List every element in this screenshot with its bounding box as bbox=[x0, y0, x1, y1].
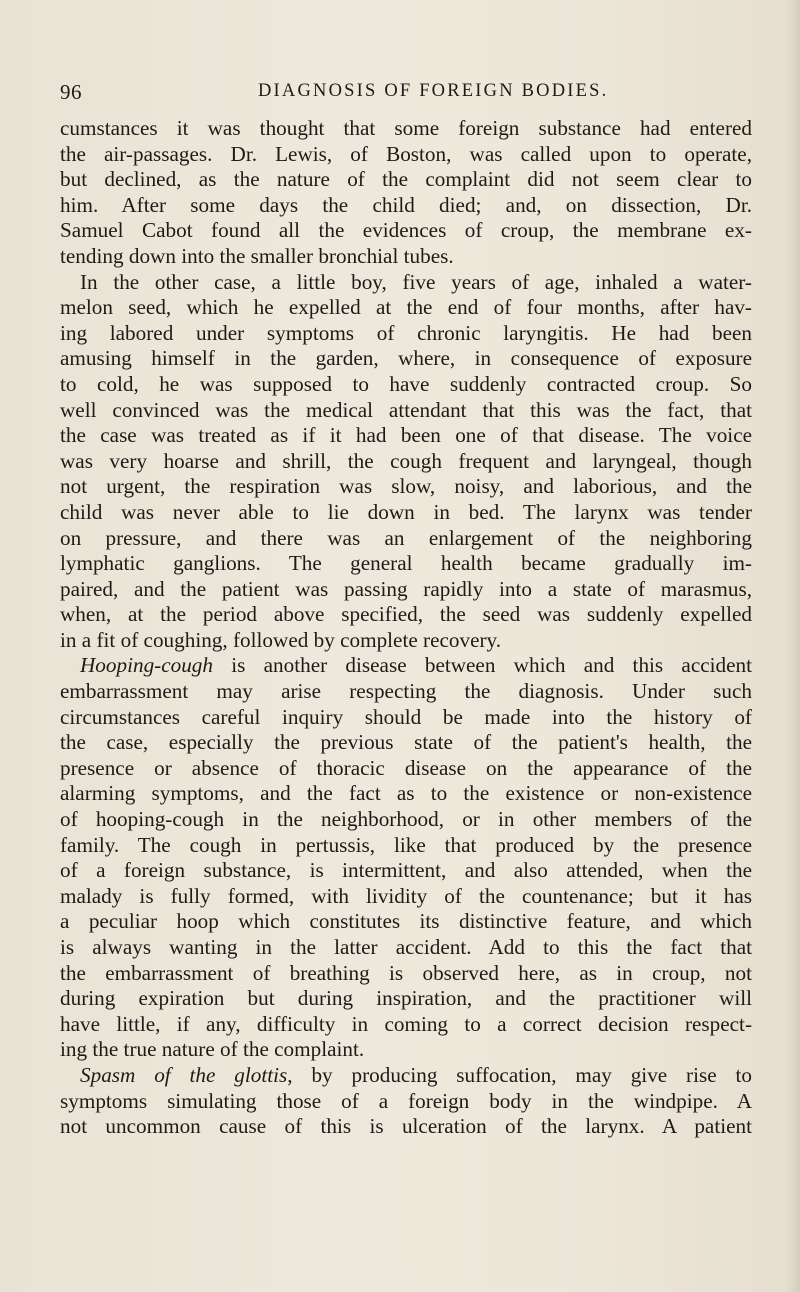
running-head: DIAGNOSIS OF FOREIGN BODIES. bbox=[258, 81, 609, 101]
text-line: when, at the period above specified, the seed was suddenly expelled bbox=[60, 602, 752, 627]
text-line: circumstances careful inquiry should be made into the history of bbox=[60, 704, 752, 729]
text-line: embarrassment may arise respecting the diagnosis. Under such bbox=[60, 679, 752, 704]
text-line: of hooping-cough in the neighborhood, or in other members of the bbox=[60, 807, 752, 832]
text-line-rest: is another disease between which and this accident bbox=[231, 653, 752, 678]
text-line: in a fit of coughing, followed by complete recovery. bbox=[60, 627, 502, 652]
text-line: not urgent, the respiration was slow, noisy, and laborious, and the bbox=[60, 474, 752, 499]
text-line: amusing himself in the garden, where, in consequence of exposure bbox=[60, 346, 752, 371]
text-line: ing the true nature of the complaint. bbox=[60, 1037, 365, 1062]
text-line: presence or absence of thoracic disease on the appearance of the bbox=[60, 755, 752, 780]
page-number: 96 bbox=[60, 80, 82, 104]
text-line: the case, especially the previous state of the patient's health, the bbox=[60, 730, 752, 755]
text-line: the air-passages. Dr. Lewis, of Boston, was called upon to operate, bbox=[60, 141, 752, 166]
text-line: him. After some days the child died; and, on dissection, Dr. bbox=[60, 192, 752, 217]
text-line: was very hoarse and shrill, the cough frequent and laryngeal, though bbox=[60, 448, 752, 473]
text-line-rest: , by producing suffocation, may give rise to bbox=[287, 1062, 752, 1087]
text-line: Samuel Cabot found all the evidences of croup, the membrane ex- bbox=[60, 218, 752, 243]
text-line: of a foreign substance, is intermittent, and also attended, when the bbox=[60, 858, 752, 883]
text-line: In the other case, a little boy, five years of age, inhaled a water- bbox=[80, 269, 752, 294]
text-line: child was never able to lie down in bed. The larynx was tender bbox=[60, 499, 752, 524]
text-line: the case was treated as if it had been one of that disease. The voice bbox=[60, 423, 752, 448]
text-line: family. The cough in pertussis, like that produced by the presence bbox=[60, 832, 752, 857]
text-line: the embarrassment of breathing is observed here, as in croup, not bbox=[60, 960, 752, 985]
text-line: tending down into the smaller bronchial tubes. bbox=[60, 243, 454, 268]
text-line: well convinced was the medical attendant that this was the fact, that bbox=[60, 397, 752, 422]
text-line: melon seed, which he expelled at the end of four months, after hav- bbox=[60, 295, 752, 320]
text-line: not uncommon cause of this is ulceration of the larynx. A patient bbox=[60, 1114, 752, 1139]
text-line: a peculiar hoop which constitutes its distinctive feature, and which bbox=[60, 909, 752, 934]
text-line: symptoms simulating those of a foreign body in the windpipe. A bbox=[60, 1088, 752, 1113]
text-line: is always wanting in the latter accident. Add to this the fact that bbox=[60, 935, 752, 959]
text-line: paired, and the patient was passing rapidly into a state of marasmus, bbox=[60, 576, 752, 601]
text-line bbox=[60, 653, 752, 679]
italic-term-hooping-cough: Hooping-cough bbox=[80, 653, 213, 678]
body-text bbox=[60, 116, 752, 1140]
text-line: to cold, he was supposed to have suddenly contracted croup. So bbox=[60, 371, 752, 396]
italic-term-spasm-of-glottis: Spasm of the glottis bbox=[80, 1062, 288, 1087]
text-line: malady is fully formed, with lividity of the countenance; but it has bbox=[60, 883, 752, 908]
page-edge-shadow bbox=[786, 0, 800, 1292]
text-line: ing labored under symptoms of chronic laryngitis. He had been bbox=[60, 320, 752, 345]
text-line: alarming symptoms, and the fact as to the existence or non-existence bbox=[60, 781, 752, 806]
text-line: have little, if any, difficulty in coming to a correct decision respect- bbox=[60, 1011, 752, 1036]
text-line: lymphatic ganglions. The general health became gradually im- bbox=[60, 551, 752, 576]
text-line bbox=[60, 1063, 752, 1089]
page-header bbox=[60, 80, 752, 110]
text-line: on pressure, and there was an enlargement of the neighboring bbox=[60, 525, 752, 550]
text-line: but declined, as the nature of the complaint did not seem clear to bbox=[60, 167, 752, 192]
text-line: cumstances it was thought that some foreign substance had entered bbox=[60, 116, 752, 140]
text-line: during expiration but during inspiration, and the practitioner will bbox=[60, 986, 752, 1011]
